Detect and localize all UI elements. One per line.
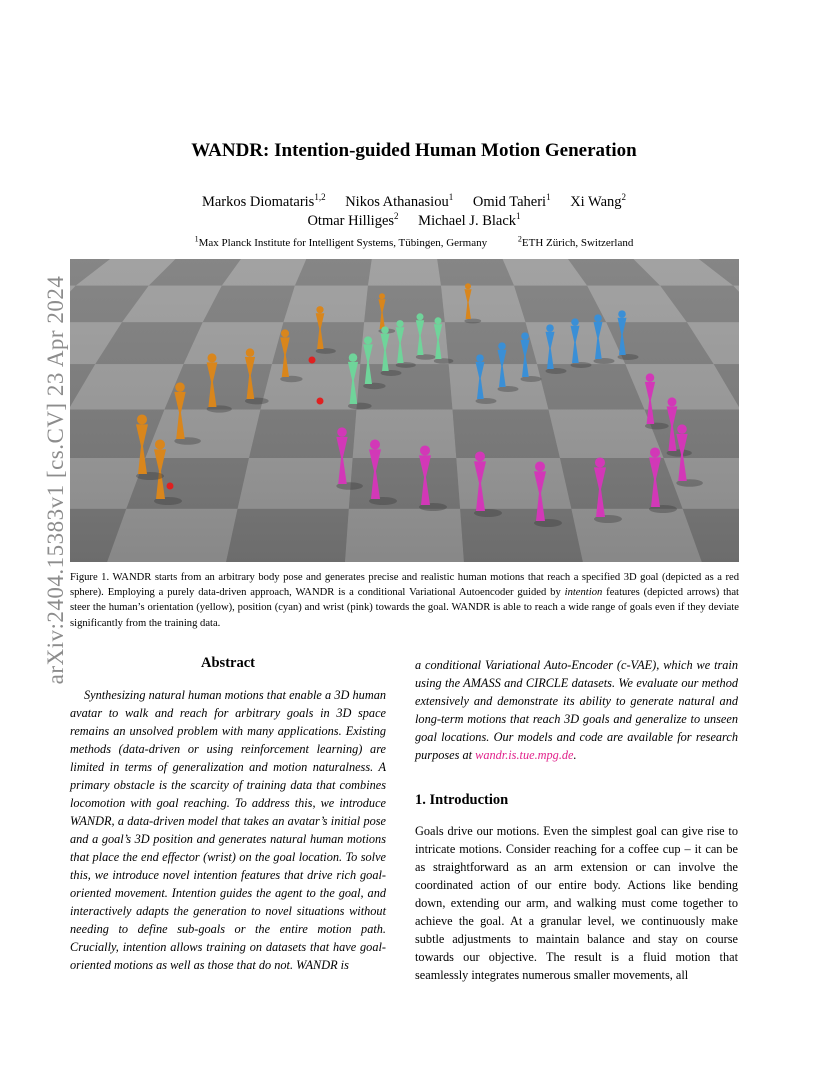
affiliation: $^2$ETH Zürich, Switzerland [517, 234, 634, 249]
goal-sphere [317, 398, 324, 405]
goal-sphere [309, 357, 316, 364]
abstract-continuation: a conditional Variational Auto-Encoder (c-VAE), which we train using the AMASS and CIRCLE datasets. We evaluate our method extensively and demonstrate its ability to generate natural and long-term motions that reach 3D goals and generalize to unseen goal locations. Our models and code are available for research purposes at wandr.is.tue.mpg.de. [415, 658, 738, 762]
goal-sphere [167, 483, 174, 490]
author: Nikos Athanasiou$^1$ [345, 192, 454, 210]
author: Otmar Hilliges$^2$ [307, 211, 399, 229]
arxiv-identifier: arXiv:2404.15383v1 [cs.CV] 23 Apr 2024 [43, 275, 68, 685]
abstract-heading: Abstract [201, 655, 255, 671]
author-line-1 [0, 192, 828, 211]
affiliation: $^1$Max Planck Institute for Intelligent Systems, Tübingen, Germany [194, 234, 488, 249]
section-heading-introduction: 1. Introduction [415, 792, 509, 808]
project-link[interactable]: wandr.is.tue.mpg.de [475, 748, 574, 762]
introduction-text: Goals drive our motions. Even the simplest goal can give rise to intricate motions. Consider reaching for a coffee cup – it can be as straightforward as an arm extension or can involve the coordinated action of our entire body. Actions like bending down, extending our arm, and walking must come together to achieve the goal. At a granular level, we continuously make subtle adjustments to maintain balance and stay on course towards our objective. The result is a fluid motion that seamlessly integrates numerous smaller movements, all [415, 824, 738, 982]
caption-label: Figure 1. [70, 572, 110, 583]
author-line-2 [0, 211, 828, 230]
paper-title: WANDR: Intention-guided Human Motion Generation [191, 140, 637, 161]
author: Michael J. Black$^1$ [418, 211, 521, 229]
author: Xi Wang$^2$ [570, 192, 627, 210]
author: Markos Diomataris$^{1,2}$ [201, 192, 326, 210]
figure-caption: Figure 1. WANDR starts from an arbitrary body pose and generates precise and realistic human motions that reach a specified 3D goal (depicted as a red sphere). Employing a purely data-driven approach, WANDR is a conditional Variational Autoencoder guided by intention features (depicted arrows) that steer the human’s orientation (yellow), position (cyan) and wrist (pink) towards the goal. WANDR is able to reach a wide range of goals even if they deviate significantly from the training data. [70, 572, 739, 629]
affiliations [0, 234, 828, 249]
author: Omid Taheri$^1$ [472, 192, 551, 210]
teaser-figure [70, 259, 739, 562]
abstract-text: Synthesizing natural human motions that enable a 3D human avatar to walk and reach for arbitrary goals in 3D space remains an unsolved problem with many applications. Existing methods (data-driven or using reinforcement learning) are limited in terms of generalization and motion naturalness. A primary obstacle is the scarcity of training data that combines locomotion with goal reaching. To address this, we introduce WANDR, a data-driven model that takes an avatar’s initial pose and a goal’s 3D position and generates natural human motions that place the end effector (wrist) on the goal location. To solve this, we introduce novel intention features that drive rich goal-oriented movement. Intention guides the agent to the goal, and interactively adapts the generation to novel situations without needing to define sub-goals or the entire motion path. Crucially, intention allows training on datasets that have goal-oriented motions as well as those that do not. WANDR is [70, 688, 386, 972]
